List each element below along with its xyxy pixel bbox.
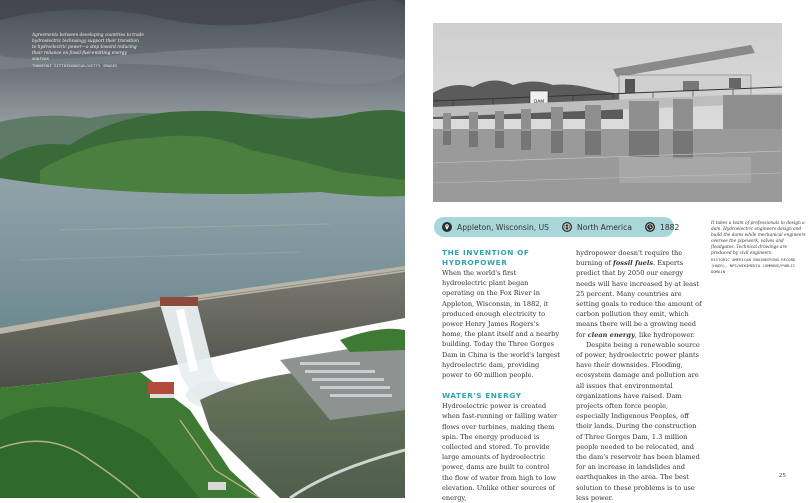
glossary-term-clean-energy: clean energy [587,330,635,339]
paragraph-invention: When the world's first hydroelectric plant began operating on the Fox River in Appleton, Wisconsin, in 1882, it produced enough electricity to power Henry James Rogers's home, the plant itself and a nearby building. Today the Three Gorges Dam in China is the world's largest hydroelectric dam, providing power to 60 million people. [442,269,560,380]
dam-aerial-photo [0,0,405,498]
map-pin-icon [442,222,452,232]
clock-icon [645,222,655,232]
page-number: 25 [779,473,786,479]
info-bar [434,217,680,237]
building [148,382,174,394]
paragraph-waters-energy: Hydroelectric power is created when fast-running or falling water flows over turbines, making them spin. The energy produced is collected and stored. To provide large amounts of hydroelectric power, dams are built to control the flow of water from high to low elevation. Unlike other sources of energy, [442,402,558,503]
text-run: , like hydropower. [634,330,695,339]
historic-dam-photo [433,23,782,202]
heading-waters-energy: WATER'S ENERGY [442,391,522,401]
photo-caption-text: Agreements between developing countries to trade hydroelectric technology support their transition to hydroelectric power—a step toward reducing their reliance on fossil-fuel-emitting energy sources [32,33,144,62]
photo-credit: THANCHAI SITTHIKONGSAK/GETTY IMAGES [32,63,118,68]
glossary-term-fossil-fuels: fossil fuels [613,259,654,268]
article-column-1 [442,248,560,503]
text-run: hydropower doesn't require the burning of [576,249,683,268]
location-info [442,222,549,232]
photo-caption [32,33,144,69]
heading-invention: THE INVENTION OF HYDROPOWER [442,248,530,267]
paragraph-downsides: Despite being a renewable source of power, hydroelectric power plants have their downsides. Flooding, ecosystem damage and pollution are all issues that environmental organizations have raised. Dam projects often force people, especially Indigenous Peoples, off their lands. During the construction of Three Gorges Dam, 1.3 million people needed to be relocated, and the dam's reservoir has been blamed for an increase in landslides and earthquakes in the area. The best solution to these problems is to use less power. [576,340,700,502]
year-info [645,222,679,232]
side-caption-text: It takes a team of professionals to design a dam. Hydroelectric engineers design and build the dams while mechanical engineers oversee the pipework, valves and floodgates. Technical drawings are produced by civil engineers. [711,221,806,256]
text-run: . Experts predict that by 2050 our energy needs will have increased by at least 25 percent. Many countries are setting goals to reduce the amount of carbon pollution they emit, which means there will be a growing need for [576,259,702,339]
paragraph-fossil-fuels [576,248,702,340]
article-column-2 [576,248,702,503]
historic-dam-illustration [433,23,782,202]
region-text: North America [577,222,632,232]
globe-icon [562,222,572,232]
dam-sign-text: DAM [533,100,545,105]
side-caption-credit: HISTORIC AMERICAN ENGINEERING RECORD (HAER), NPS/WIKIMEDIA COMMONS/PUBLIC DOMAIN [711,257,796,274]
side-caption [711,221,807,275]
dam-aerial-illustration [0,0,405,498]
year-text: 1882 [660,222,680,232]
region-info [562,222,632,232]
text-page [405,0,810,503]
location-text: Appleton, Wisconsin, US [457,222,550,232]
